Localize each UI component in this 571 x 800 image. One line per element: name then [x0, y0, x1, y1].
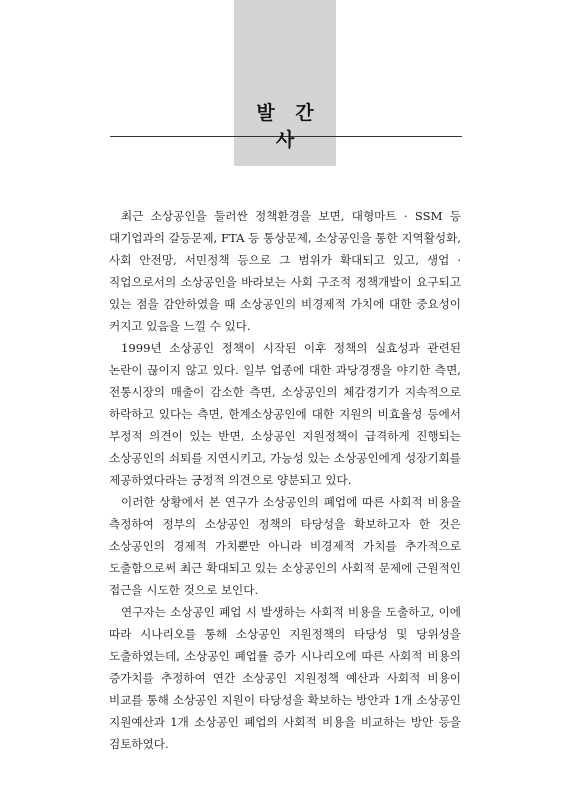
paragraph-1: 최근 소상공인을 둘러싼 정책환경을 보면, 대형마트 · SSM 등 대기업과의 갈등문제, FTA 등 통상문제, 소상공인을 통한 지역활성화, 사회 안전망, 서민정책 등으로 그 범위가 확대되고 있고, 생업 · 직업으로서의 소상공인을 바라보는 사회 구조적 정책개발이 요구되고 있는 점을 감안하였을 때 소상공인의 비경제적 가치에 대한 중요성이 커지고 있음을 느낄 수 있다. [109, 209, 461, 333]
paragraph-4: 연구자는 소상공인 폐업 시 발생하는 사회적 비용을 도출하고, 이에 따라 시나리오를 통해 소상공인 지원정책의 타당성 및 당위성을 도출하였는데, 소상공인 폐업률 증가 시나리오에 따른 사회적 비용의 증가치를 추정하여 연간 소상공인 지원정책 예산과 사회적 비용이 비교를 통해 소상공인 지원이 타당성을 확보하는 방안과 1개 소상공인 지원예산과 1개 소상공인 폐업의 사회적 비용을 비교하는 방안 등을 검토하였다. [109, 605, 461, 751]
body-text [109, 205, 461, 755]
paragraph-2: 1999년 소상공인 정책이 시작된 이후 정책의 실효성과 관련된 논란이 끊이지 않고 있다. 일부 업종에 대한 과당경쟁을 야기한 측면, 전통시장의 매출이 감소한 측면, 소상공인의 체감경기가 지속적으로 하락하고 있다는 측면, 한계소상공인에 대한 지원의 비효율성 등에서 부정적 의견이 있는 반면, 소상공인 지원정책이 급격하게 진행되는 소상공인의 쇠퇴를 지연시키고, 가능성 있는 소상공인에게 성장기회를 제공하였다라는 긍정적 의견으로 양분되고 있다. [109, 341, 461, 487]
paragraph-3: 이러한 상황에서 본 연구가 소상공인의 폐업에 따른 사회적 비용을 측정하여 정부의 소상공인 정책의 타당성을 확보하고자 한 것은 소상공인의 경제적 가치뿐만 아니라 비경제적 가치를 추가적으로 도출함으로써 최근 확대되고 있는 소상공인의 사회적 문제에 근원적인 접근을 시도한 것으로 보인다. [109, 495, 461, 597]
page-title: 발 간 사 [256, 102, 321, 151]
